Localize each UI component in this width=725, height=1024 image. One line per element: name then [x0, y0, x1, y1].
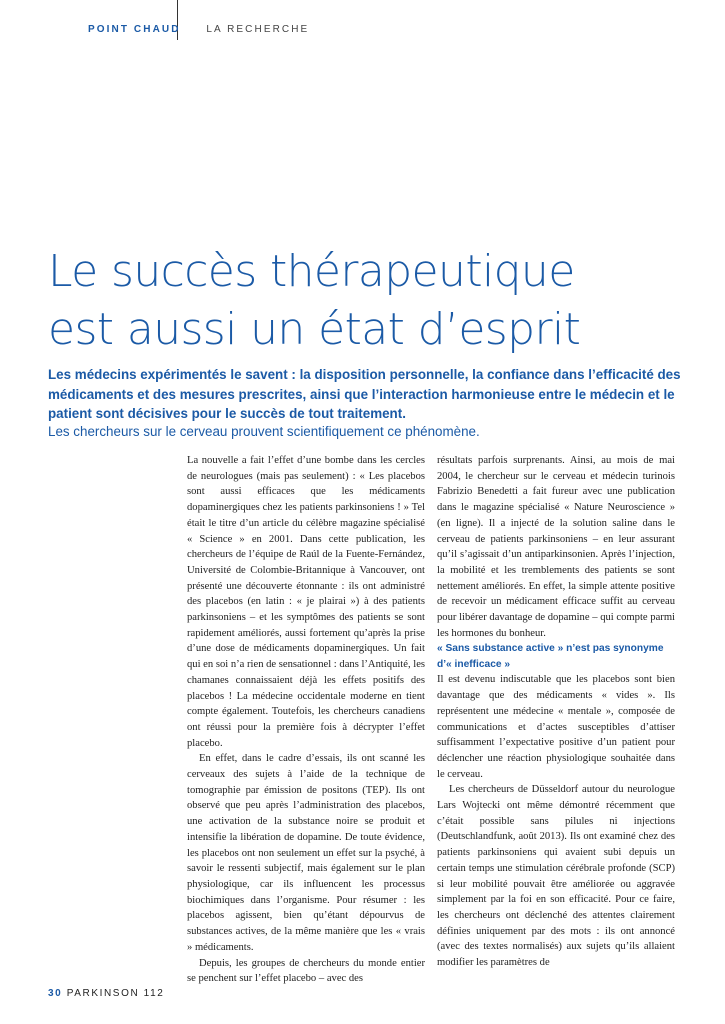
title-line-1: Le succès thérapeutique [48, 246, 575, 297]
title-line-2: est aussi un état d’esprit [48, 304, 581, 355]
paragraph: Il est devenu indiscutable que les placebos sont bien davantage que des médicaments « vides ». Ils représentent une médecine « mentale », composée de communications et d’actes susceptibles d’attiser suffisamment l’expectative positive d’un patient pour déclencher une réaction physiologique souhaitée dans le cerveau. [437, 674, 675, 780]
lead-paragraph: Les médecins expérimentés le savent : la disposition personnelle, la confiance dans l’efficacité des médicaments et des mesures prescrites, ainsi que l’interaction harmonieuse entre le médecin et le patient sont décisives pour le succès de tout traitement. [48, 367, 681, 421]
section-subheading: « Sans substance active » n’est pas synonyme d’« inefficace » [437, 643, 664, 670]
lead-subline: Les chercheurs sur le cerveau prouvent scientifiquement ce phénomène. [48, 424, 480, 439]
page-footer [48, 988, 164, 999]
page-number: 30 [48, 988, 63, 999]
magazine-name: PARKINSON 112 [66, 988, 165, 999]
running-header [88, 24, 309, 35]
paragraph: Les chercheurs de Düsseldorf autour du neurologue Lars Wojtecki ont même démontré récemment que c’était possible sans pilules ni injections (Deutschlandfunk, août 2013). Ils ont examiné chez des patients parkinsoniens qui avaient subi depuis un certain temps une stimulation cérébrale profonde (SCP) si leur mobilité pouvait être améliorée ou aggravée simplement par la foi en son efficacité. Pour ce faire, les chercheurs ont déclenché des attentes clairement définies uniquement par des mots : ils ont annoncé (avec des textes normalisés) aux sujets qu’ils allaient modifier les paramètres de [437, 784, 675, 969]
subsection-label: LA RECHERCHE [206, 24, 310, 35]
paragraph: Depuis, les groupes de chercheurs du monde entier se penchent sur l’effet placebo – avec des [187, 957, 425, 985]
paragraph: résultats parfois surprenants. Ainsi, au mois de mai 2004, le chercheur sur le cerveau et médecin turinois Fabrizio Benedetti a fait fureur avec une publication dans le magazine spécialisé « Nature Neuroscience » (en ligne). Il a injecté de la solution saline dans le cerveau de patients parkinsoniens – en leur assurant qu’il s’agissait d’un antiparkinsonien. Après l’injection, la mobilité et les tremblements des patients se sont nettement améliorés. En effet, la simple attente positive de recevoir un médicament efficace suffit au cerveau pour libérer davantage de dopamine – qui compte parmi les hormones du bonheur. [437, 455, 675, 639]
paragraph: En effet, dans le cadre d’essais, ils ont scanné les cerveaux des sujets à l’aide de la technique de tomographie par émission de positons (TEP). Ils ont observé que peu après l’administration des placebos, une activation de la substance noire se produit et intensifie la libération de dopamine. De toute évidence, les placebos ont non seulement un effet sur la psyché, à savoir le ressenti subjectif, mais également sur le plan physiologique, car ils influencent les processus biochimiques dans l’organisme. Pour résumer : les placebos agissent, bien qu’étant dépourvus de substances actives, de la même manière que les « vrais » médicaments. [187, 753, 425, 953]
paragraph: La nouvelle a fait l’effet d’une bombe dans les cercles de neurologues (mais pas seulement) : « Les placebos sont aussi efficaces que les médicaments dopaminergiques chez les patients parkinsoniens ! » Tel était le titre d’un article du célèbre magazine spécialisé « Science » en 2001. Dans cette publication, les chercheurs de l’équipe de Raúl de la Fuente-Fernández, Université de Colombie-Britannique à Vancouver, ont présenté une découverte étonnante : ils ont administré des placebos (en latin : « je plairai ») à des patients parkinsoniens – et les symptômes des patients se sont rapidement améliorés, aussi fortement qu’après la prise d’une dose de médicaments dopaminergiques. Un fait qui en soi n’a rien de sensationnel : dans l’Antiquité, les chamanes connaissaient déjà les effets positifs des placebos ! La médecine occidentale moderne en tient compte également. Toutefois, les chercheurs canadiens ont réussi pour la première fois à décrypter l’effet placebo. [187, 455, 426, 749]
body-column-2 [437, 453, 675, 971]
article-title [48, 243, 708, 359]
body-column-1 [187, 453, 425, 987]
section-label: POINT CHAUD [88, 24, 181, 35]
